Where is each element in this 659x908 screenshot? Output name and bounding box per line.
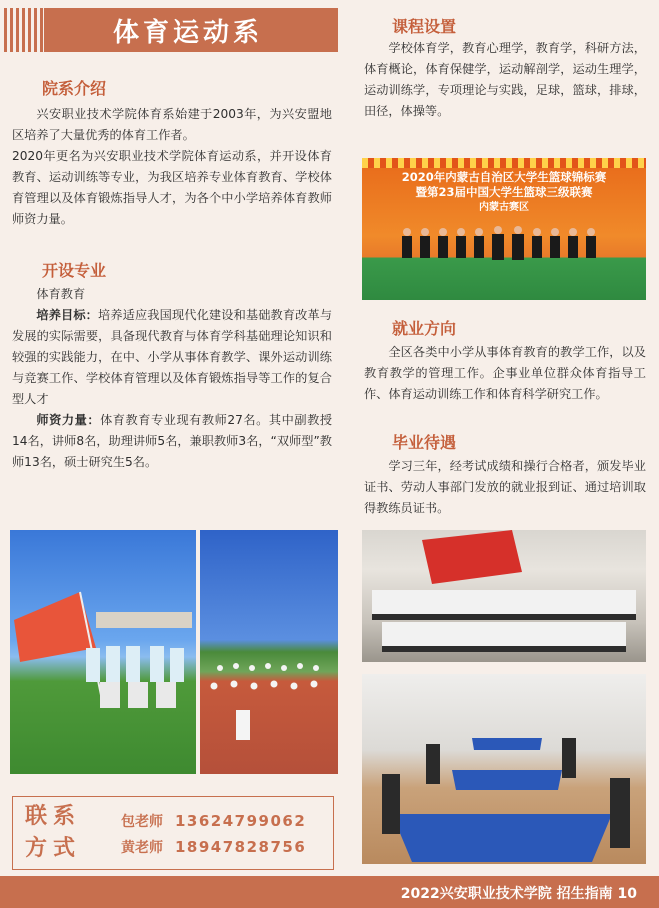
graduation-text <box>364 456 646 519</box>
footer-text: 2022兴安职业技术学院 招生指南 10 <box>400 886 637 902</box>
tai-chi-photo <box>200 530 338 774</box>
contact-title-line2: 方式 <box>25 836 82 861</box>
intro-text <box>12 104 332 230</box>
career-text <box>364 342 646 405</box>
contact-row-1 <box>121 811 306 831</box>
page-title: 体育运动系 <box>44 8 332 52</box>
majors-text <box>12 284 332 473</box>
major-name: 体育教育 <box>36 287 86 301</box>
group-photo-shapes <box>362 530 646 662</box>
table-tennis-shapes <box>362 674 646 864</box>
sports-meet-flag-photo <box>10 530 196 774</box>
career-body: 全区各类中小学从事体育教育的教学工作，以及教育教学的管理工作。企事业单位群众体育指导工作、体育运动训练工作和体育科学研究工作。 <box>364 345 646 401</box>
tai-chi-shapes <box>200 530 338 774</box>
title-edge <box>332 8 338 52</box>
faculty-text: 体育教育专业现有教师27名。其中副教授14名，讲师8名，助理讲师5名，兼职教师3名，“双师型”教师13名，硕士研究生5名。 <box>12 413 333 469</box>
intro-heading: 院系介绍 <box>42 79 107 98</box>
courses-heading: 课程设置 <box>392 17 457 36</box>
intro-p1: 兴安职业技术学院体育系始建于2003年，为兴安盟地区培养了大量优秀的体育工作者。 <box>12 107 332 142</box>
contact-phone[interactable]: 13624799062 <box>175 812 307 830</box>
contact-name: 包老师 <box>121 814 163 830</box>
title-stripes <box>4 8 44 52</box>
faculty-label: 师资力量： <box>36 413 101 427</box>
basketball-team-photo <box>362 158 646 300</box>
contact-title <box>25 801 97 865</box>
contact-box <box>12 796 334 870</box>
title-banner <box>0 0 338 58</box>
graduation-heading: 毕业待遇 <box>392 433 457 452</box>
footer-bar <box>0 876 659 908</box>
contact-title-line1: 联系 <box>25 804 82 829</box>
majors-heading: 开设专业 <box>42 261 107 280</box>
banner-line3: 内蒙古赛区 <box>479 202 529 213</box>
graduation-body: 学习三年，经考试成绩和操行合格者，颁发毕业证书、劳动人事部门发放的就业报到证、通过培训取得教练员证书。 <box>364 459 646 515</box>
goal-label: 培养目标： <box>36 308 99 322</box>
group-photo <box>362 530 646 662</box>
courses-text <box>364 38 646 122</box>
flag-photo-shapes <box>10 530 196 774</box>
courses-body: 学校体育学，教育心理学，教育学，科研方法，体育概论，体育保健学，运动解剖学，运动生理学，运动训练学，专项理论与实践，足球，篮球，排球，田径，体操等。 <box>364 41 646 118</box>
table-tennis-photo <box>362 674 646 864</box>
contact-name: 黄老师 <box>121 840 163 856</box>
banner-line1: 2020年内蒙古自治区大学生篮球锦标赛 <box>401 170 607 184</box>
goal-text: 培养适应我国现代化建设和基础教育改革与发展的实际需要，具备现代教育与体育学科基础理论知识和较强的实践能力，在中、小学从事体育教学、课外运动训练与竞赛工作、学校体育管理以及体育锻炼指导等工作的复合型人才 <box>12 308 333 406</box>
career-heading: 就业方向 <box>392 319 457 338</box>
intro-p2: 2020年更名为兴安职业技术学院体育运动系，并开设体育教育、运动训练等专业，为我区培养专业体育教育、学校体育管理以及体育锻炼指导人才，为各个中小学培养体育教师师资力量。 <box>12 149 332 226</box>
banner-line2: 暨第23届中国大学生篮球三级联赛 <box>415 185 593 199</box>
players-silhouettes <box>362 158 646 300</box>
contact-phone[interactable]: 18947828756 <box>175 838 307 856</box>
contact-row-2 <box>121 837 306 857</box>
